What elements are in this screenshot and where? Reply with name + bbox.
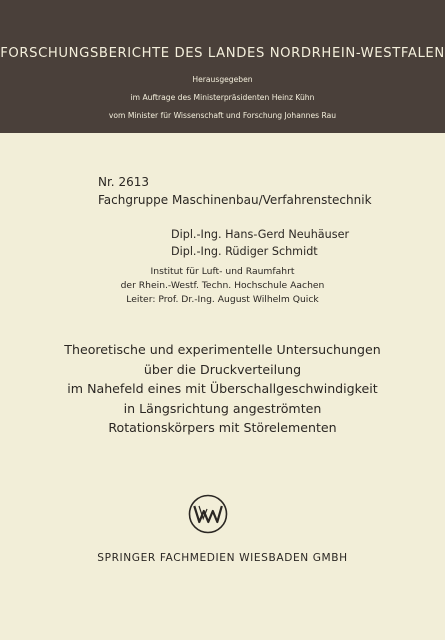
institute-block	[0, 265, 445, 307]
title-line: über die Druckverteilung	[143, 361, 302, 377]
report-number-block	[98, 173, 372, 209]
editor-note: Herausgegeben	[192, 75, 253, 84]
author-name: Dipl.-Ing. Hans-Gerd Neuhäuser	[171, 228, 350, 241]
publisher-name: SPRINGER FACHMEDIEN WIESBADEN GMBH	[97, 552, 348, 564]
institute-line: Leiter: Prof. Dr.-Ing. August Wilhelm Quick	[126, 294, 319, 305]
series-title: FORSCHUNGSBERICHTE DES LANDES NORDRHEIN-WESTFALEN	[0, 46, 445, 61]
title-line: in Längsrichtung angeströmten	[123, 400, 322, 416]
springer-vieweg-logo-icon	[188, 494, 228, 534]
institute-line: der Rhein.-Westf. Techn. Hochschule Aachen	[120, 280, 325, 291]
title-line: im Nahefeld eines mit Überschallgeschwindigkeit	[67, 381, 378, 397]
minister-note: vom Minister für Wissenschaft und Forschung Johannes Rau	[108, 111, 337, 120]
book-title	[0, 340, 445, 438]
commission-note: im Auftrage des Ministerpräsidenten Heinz Kühn	[130, 93, 315, 102]
series-header-band	[0, 0, 445, 133]
institute-line: Institut für Luft- und Raumfahrt	[150, 266, 295, 277]
report-number: Nr. 2613	[98, 175, 149, 189]
subject-group: Fachgruppe Maschinenbau/Verfahrenstechnik	[98, 193, 372, 207]
title-line: Rotationskörpers mit Störelementen	[108, 420, 337, 436]
author-name: Dipl.-Ing. Rüdiger Schmidt	[171, 245, 318, 258]
author-list	[171, 226, 349, 260]
title-line: Theoretische und experimentelle Untersuchungen	[64, 342, 381, 357]
